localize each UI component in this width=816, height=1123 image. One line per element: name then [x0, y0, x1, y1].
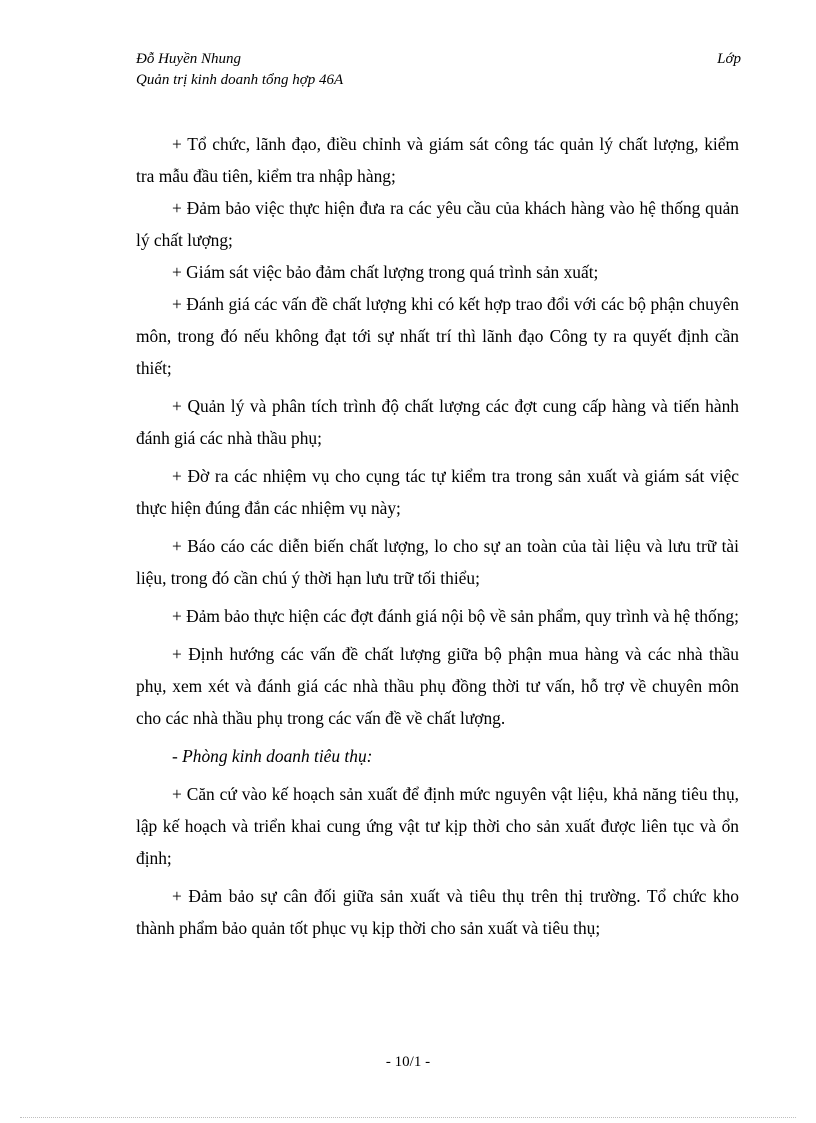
section-heading: - Phòng kinh doanh tiêu thụ: — [172, 746, 373, 766]
header-class-label: Lớp — [717, 51, 741, 67]
paragraph: + Tổ chức, lãnh đạo, điều chỉnh và giám sát công tác quản lý chất lượng, kiểm tra mẫu đầu tiên, kiểm tra nhập hàng; — [136, 134, 739, 186]
paragraph: + Giám sát việc bảo đảm chất lượng trong quá trình sản xuất; — [172, 262, 599, 282]
paragraph: + Căn cứ vào kế hoạch sản xuất để định mức nguyên vật liệu, khả năng tiêu thụ, lập kế hoạch và triển khai cung ứng vật tư kịp thời cho sản xuất được liên tục và ổn định; — [136, 784, 739, 868]
paragraph: + Đảm bảo thực hiện các đợt đánh giá nội bộ về sản phẩm, quy trình và hệ thống; — [172, 606, 739, 626]
page-number: - 10/1 - — [385, 1054, 431, 1070]
page-bottom-divider — [20, 1117, 796, 1118]
paragraph: + Đảm bảo sự cân đối giữa sản xuất và tiêu thụ trên thị trường. Tổ chức kho thành phẩm bảo quản tốt phục vụ kịp thời cho sản xuất và tiêu thụ; — [136, 886, 739, 938]
header-author: Đỗ Huyền Nhung — [136, 51, 241, 67]
paragraph: + Đánh giá các vấn đề chất lượng khi có kết hợp trao đổi với các bộ phận chuyên môn, trong đó nếu không đạt tới sự nhất trí thì lãnh đạo Công ty ra quyết định cần thiết; — [136, 294, 739, 378]
paragraph: + Đờ ra các nhiệm vụ cho cụng tác tự kiểm tra trong sản xuất và giám sát việc thực hiện đúng đắn các nhiệm vụ này; — [136, 466, 739, 518]
paragraph: + Định hướng các vấn đề chất lượng giữa bộ phận mua hàng và các nhà thầu phụ, xem xét và đánh giá các nhà thầu phụ đồng thời tư vấn, hỗ trợ về chuyên môn cho các nhà thầu phụ trong các vấn đề về chất lượng. — [136, 644, 739, 728]
paragraph: + Quản lý và phân tích trình độ chất lượng các đợt cung cấp hàng và tiến hành đánh giá các nhà thầu phụ; — [136, 396, 739, 448]
paragraph: + Báo cáo các diễn biến chất lượng, lo cho sự an toàn của tài liệu và lưu trữ tài liệu, trong đó cần chú ý thời hạn lưu trữ tối thiểu; — [136, 536, 739, 588]
document-body — [136, 128, 739, 944]
header-course: Quản trị kinh doanh tổng hợp 46A — [136, 72, 344, 88]
page-header — [136, 49, 343, 91]
paragraph: + Đảm bảo việc thực hiện đưa ra các yêu cầu của khách hàng vào hệ thống quản lý chất lượng; — [136, 198, 739, 250]
